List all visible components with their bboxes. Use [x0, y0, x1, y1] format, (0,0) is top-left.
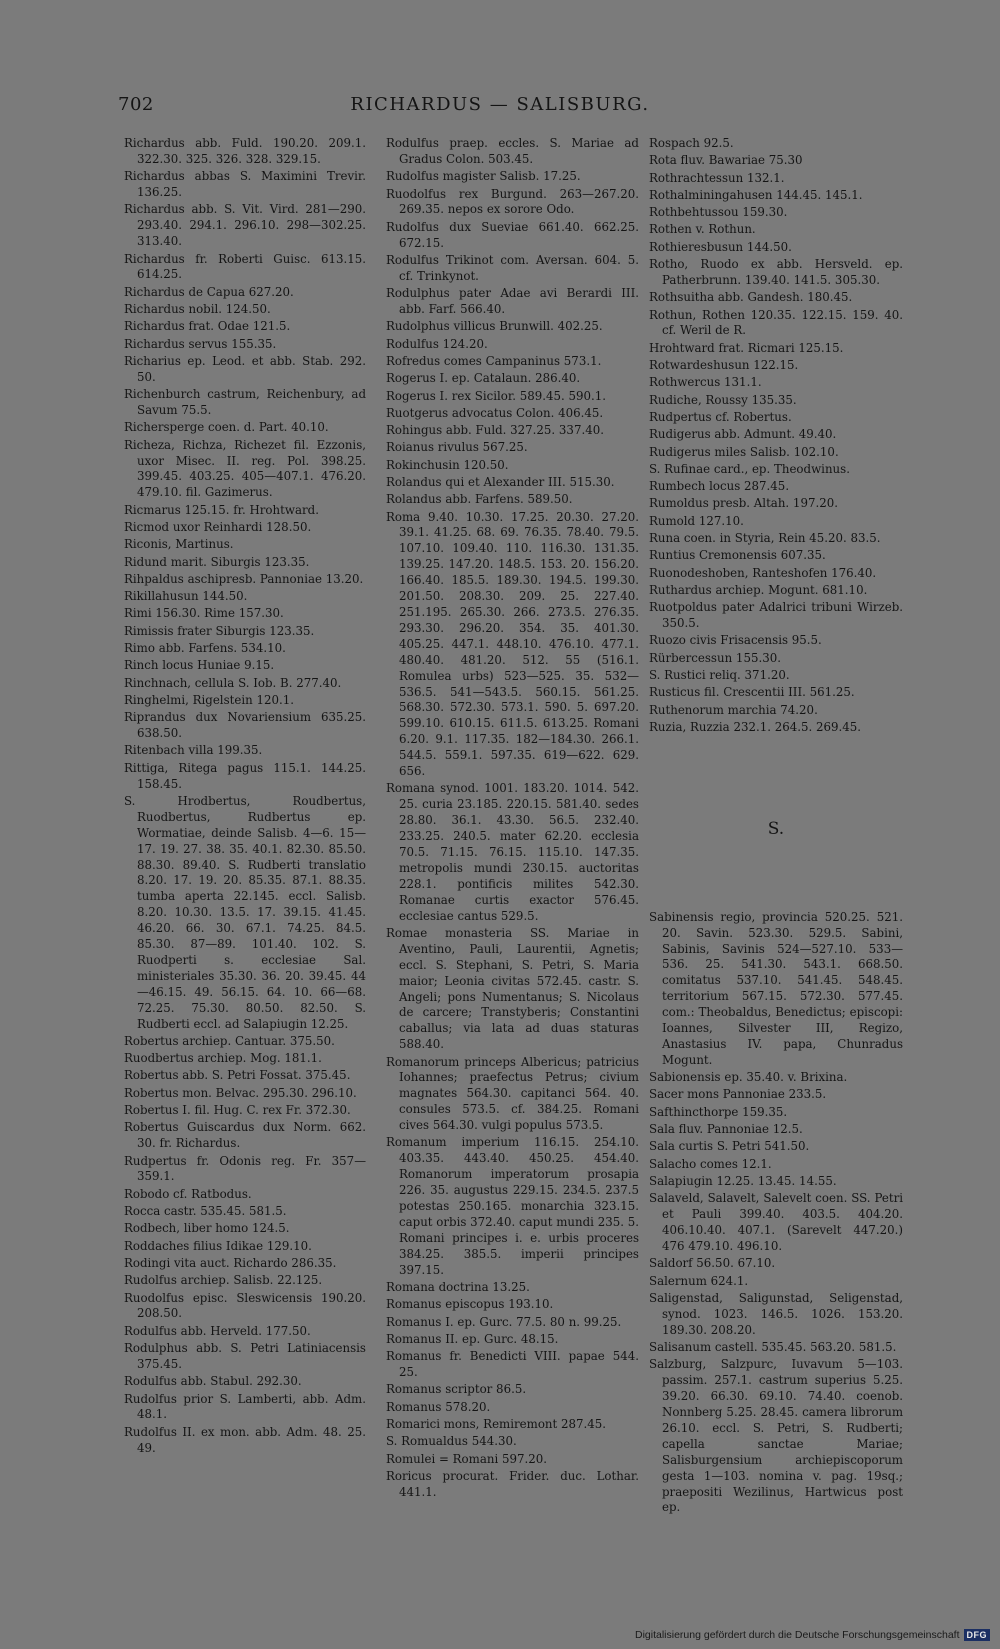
index-entry: Rodulfus 124.20.	[386, 336, 488, 351]
index-entry: Rodulfus praep. eccles. S. Mariae ad Gradus Colon. 503.45.	[386, 136, 639, 166]
index-entry: Romana doctrina 13.25.	[386, 1280, 530, 1295]
index-entry: Rospach 92.5.	[649, 136, 734, 150]
index-entry: Rothalminingahusen 144.45. 145.1.	[649, 187, 863, 202]
index-entry: Riconis, Martinus.	[124, 537, 234, 552]
index-entry: Rinch locus Huniae 9.15.	[124, 658, 275, 673]
index-entry: Rodulfus Trikinot com. Aversan. 604. 5. cf. Trinkynot.	[386, 252, 639, 283]
index-entry: Rothsuitha abb. Gandesh. 180.45.	[649, 290, 853, 305]
index-entry: Saligenstad, Saligunstad, Seligenstad, synod. 1023. 146.5. 1026. 153.20. 189.30. 208.20.	[649, 1290, 903, 1337]
index-entry: S. Hrodbertus, Roudbertus, Ruodbertus, Rudbertus ep. Wormatiae, deinde Salisb. 4—6. 15—17. 19. 27. 38. 35. 40.1. 82.30. 85.50. 88.30. 89.40. S. Rudberti translatio 8.20. 17. 19. 20. 85.35. 87.1. 88.35. tumba aperta 22.145. eccl. Salisb. 8.20. 10.30. 13.5. 17. 39.15. 41.45. 46.20. 66. 30. 67.1. 74.25. 84.5. 85.30. 87—89. 101.40. 102. S. Ruodperti s. ecclesiae Sal. ministeriales 35.30. 36. 20. 39.45. 44—46.15. 49. 56.15. 64. 10. 66—68. 72.25. 75.30. 80.50. 82.50. S. Rudberti eccl. ad Salapiugin 12.25.	[124, 793, 366, 1031]
index-entry: Rumbech locus 287.45.	[649, 479, 790, 494]
index-entry: Rimi 156.30. Rime 157.30.	[124, 606, 284, 621]
index-entry: Rittiga, Ritega pagus 115.1. 144.25. 158.45.	[124, 760, 366, 791]
index-entry: Robertus Guiscardus dux Norm. 662. 30. fr. Richardus.	[124, 1120, 366, 1151]
index-entry: Rolandus abb. Farfens. 589.50.	[386, 492, 573, 507]
index-entry: Ruzia, Ruzzia 232.1. 264.5. 269.45.	[649, 719, 862, 734]
index-entry: Rothun, Rothen 120.35. 122.15. 159. 40. cf. Weril de R.	[649, 307, 903, 338]
index-entry: S. Rustici reliq. 371.20.	[649, 668, 790, 683]
index-entry: Rothrachtessun 132.1.	[649, 170, 785, 185]
section-letter-s: S.	[767, 818, 785, 839]
index-entry: Robertus I. fil. Hug. C. rex Fr. 372.30.	[124, 1103, 351, 1118]
index-entry: Roianus rivulus 567.25.	[386, 440, 528, 455]
index-entry: Riprandus dux Novariensium 635.25. 638.50.	[124, 710, 366, 741]
index-entry: Rimo abb. Farfens. 534.10.	[124, 641, 286, 655]
index-entry: Robertus abb. S. Petri Fossat. 375.45.	[124, 1068, 351, 1083]
dfg-logo: DFG	[964, 1629, 991, 1641]
index-entry: Richeza, Richza, Richezet fil. Ezzonis, uxor Misec. II. reg. Pol. 398.25. 399.45. 403.25. 405—407.1. 476.20. 479.10. fil. Gazimerus.	[124, 437, 366, 500]
index-entry: Runa coen. in Styria, Rein 45.20. 83.5.	[649, 531, 881, 546]
index-entry: Rodulphus pater Adae avi Berardi III. abb. Farf. 566.40.	[386, 286, 639, 317]
index-entry: Romae monasteria SS. Mariae in Aventino, Pauli, Laurentii, Agnetis; eccl. S. Stephani, S. Petri, S. Maria maior; Leonia civitas 572.45. castr. S. Angeli; pons Numentanus; S. Nicolaus de carcere; Transtyberis; Constantini caballus; via lata ad duas staturas 588.40.	[386, 925, 639, 1052]
index-entry: Rota fluv. Bawariae 75.30	[649, 153, 803, 168]
index-entry: Runtius Cremonensis 607.35.	[649, 548, 826, 563]
index-entry: Rudigerus abb. Admunt. 49.40.	[649, 427, 837, 442]
index-entry: Robertus archiep. Cantuar. 375.50.	[124, 1033, 335, 1048]
index-entry: Rudolfus magister Salisb. 17.25.	[386, 169, 581, 184]
index-entry: Romanum imperium 116.15. 254.10. 403.35. 443.40. 450.25. 454.40. Romanorum imperatorum prosapia 226. 35. augustus 229.15. 234.5. 237.5 potestas 250.165. monarchia 323.15. caput orbis 372.40. caput mundi 235. 5. Romani principes i. e. urbis proceres 384.25. 385.5. imperii principes 397.15.	[386, 1135, 639, 1277]
index-entry: Ruodolfus rex Burgund. 263—267.20. 269.35. nepos ex sorore Odo.	[386, 186, 639, 217]
index-entry: Rotwardeshusun 122.15.	[649, 358, 799, 373]
index-entry: Roddaches filius Idikae 129.10.	[124, 1238, 312, 1253]
funding-note: Digitalisierung gefördert durch die Deutsche Forschungsgemeinschaft	[634, 1629, 960, 1641]
index-entry: Salernum 624.1.	[649, 1273, 749, 1288]
index-entry: Rudolfus archiep. Salisb. 22.125.	[124, 1273, 323, 1288]
index-entry: Richarius ep. Leod. et abb. Stab. 292. 50.	[124, 353, 366, 384]
index-entry: Rudolfus dux Sueviae 661.40. 662.25. 672.15.	[386, 219, 639, 250]
index-entry: Salzburg, Salzpurc, Iuvavum 5—103. passim. 257.1. castrum superius 5.25. 39.20. 66.30. 69.10. 74.40. coenob. Nonnberg 5.25. 28.45. camera librorum 26.10. eccl. S. Petri, S. Rudberti; capella sanctae Mariae; Salisburgensium archiepiscoporum gesta 1—103. nomina v. pag. 19sq.; praepositi Wezilinus, Hartwicus post ep.	[649, 1357, 903, 1515]
index-entry: Rokinchusin 120.50.	[386, 457, 509, 472]
index-entry: Rikillahusun 144.50.	[124, 589, 248, 604]
index-entry: Romanorum princeps Albericus; patricius Iohannes; praefectus Petrus; civium magnates 564.30. capitanci 564. 40. consules 573.5. cf. 384.25. Romani cives 564.30. vulgi populus 573.5.	[386, 1054, 639, 1133]
index-entry: Romanus scriptor 86.5.	[386, 1382, 527, 1397]
index-entry: Rodulphus abb. S. Petri Latiniacensis 375.45.	[124, 1341, 366, 1371]
index-entry: Rohingus abb. Fuld. 327.25. 337.40.	[386, 423, 604, 438]
index-entry: Rudpertus fr. Odonis reg. Fr. 357—359.1.	[124, 1153, 366, 1184]
index-entry: Sabionensis ep. 35.40. v. Brixina.	[649, 1070, 848, 1085]
index-entry: Ricmarus 125.15. fr. Hrohtward.	[124, 502, 319, 517]
index-entry: Romanus episcopus 193.10.	[386, 1297, 554, 1312]
index-column-middle	[386, 136, 639, 1616]
index-column-left	[124, 136, 366, 1616]
index-entry: Ruodolfus episc. Sleswicensis 190.20. 208.50.	[124, 1290, 366, 1321]
page-number: 702	[118, 94, 154, 115]
index-entry: Saldorf 56.50. 67.10.	[649, 1256, 776, 1271]
index-entry: Rothen v. Rothun.	[649, 222, 756, 237]
index-entry: Ruonodeshoben, Ranteshofen 176.40.	[649, 565, 877, 580]
index-entry: Rodulfus abb. Herveld. 177.50.	[124, 1323, 311, 1338]
index-entry: Rihpaldus aschipresb. Pannoniae 13.20.	[124, 571, 364, 586]
index-entry: Sabinensis regio, provincia 520.25. 521. 20. Savin. 523.30. 529.5. Sabini, Sabinis, Savinis 524—527.10. 533—536. 25. 541.30. 543.1. 668.50. comitatus 537.10. 541.45. 548.45. territorium 567.15. 572.30. 577.45. com.: Theobaldus, Benedictus; episcopi: Ioannes, Silvester III, Regizo, Anastasius IV. papa, Chunradus Mogunt.	[649, 909, 903, 1067]
index-entry: Richardus frat. Odae 121.5.	[124, 319, 291, 334]
index-entry: Romarici mons, Remiremont 287.45.	[386, 1417, 607, 1432]
index-entry: Romanus II. ep. Gurc. 48.15.	[386, 1331, 559, 1346]
index-entry: Richardus abb. Fuld. 190.20. 209.1. 322.30. 325. 326. 328. 329.15.	[124, 136, 366, 166]
index-entry: Rumoldus presb. Altah. 197.20.	[649, 496, 838, 511]
index-entry: Rimissis frater Siburgis 123.35.	[124, 623, 315, 638]
index-entry: Richardus abb. S. Vit. Vird. 281—290. 293.40. 294.1. 296.10. 298—302.25. 313.40.	[124, 202, 366, 249]
index-entry: Ruthenorum marchia 74.20.	[649, 702, 818, 717]
index-entry: Ruthardus archiep. Mogunt. 681.10.	[649, 582, 868, 597]
index-entry: Richardus fr. Roberti Guisc. 613.15. 614.25.	[124, 251, 366, 282]
index-entry: Rumold 127.10.	[649, 513, 744, 528]
index-entry: Richardus de Capua 627.20.	[124, 284, 294, 299]
index-entry: Rogerus I. rex Sicilor. 589.45. 590.1.	[386, 388, 606, 403]
index-entry: Ruodbertus archiep. Mog. 181.1.	[124, 1051, 322, 1066]
index-entry: Ringhelmi, Rigelstein 120.1.	[124, 692, 294, 707]
index-entry: Romanus 578.20.	[386, 1399, 491, 1414]
index-entry: Rodingi vita auct. Richardo 286.35.	[124, 1255, 337, 1270]
index-entry: Rolandus qui et Alexander III. 515.30.	[386, 474, 615, 489]
index-entry: Roma 9.40. 10.30. 17.25. 20.30. 27.20. 39.1. 41.25. 68. 69. 76.35. 78.40. 79.5. 107.10. 109.40. 110. 116.30. 131.35. 139.25. 147.20. 148.5. 153. 20. 156.20. 166.40. 185.5. 189.30. 194.5. 199.30. 201.50. 208.30. 209. 25. 227.40. 251.195. 265.30. 266. 273.5. 276.35. 293.30. 296.20. 354. 35. 401.30. 405.25. 447.1. 448.10. 476.10. 477.1. 480.40. 481.20. 512. 55 (516.1. Romulea urbs) 523—525. 35. 532—536.5. 541—543.5. 560.15. 561.25. 568.30. 572.30. 573.1. 590. 5. 697.20. 599.10. 610.15. 611.5. 613.25. Romani 6.20. 9.1. 117.35. 182—184.30. 266.1. 544.5. 559.1. 597.35. 619—622. 629. 656.	[386, 509, 639, 779]
index-entry: Robertus mon. Belvac. 295.30. 296.10.	[124, 1085, 357, 1100]
index-entry: Rodbech, liber homo 124.5.	[124, 1221, 290, 1236]
index-entry: Rinchnach, cellula S. Iob. B. 277.40.	[124, 675, 342, 690]
index-entry: Ritenbach villa 199.35.	[124, 743, 263, 758]
index-entry: Rocca castr. 535.45. 581.5.	[124, 1204, 287, 1219]
index-entry: Rudolfus II. ex mon. abb. Adm. 48. 25. 49.	[124, 1424, 366, 1455]
index-entry: Rogerus I. ep. Catalaun. 286.40.	[386, 371, 581, 386]
index-entry: Rotho, Ruodo ex abb. Hersveld. ep. Patherbrunn. 139.40. 141.5. 305.30.	[649, 257, 903, 287]
index-entry: Romulei = Romani 597.20.	[386, 1451, 548, 1466]
index-entry: Richenburch castrum, Reichenbury, ad Savum 75.5.	[124, 387, 366, 418]
index-entry: Rudiche, Roussy 135.35.	[649, 392, 797, 407]
index-entry: Richardus nobil. 124.50.	[124, 302, 271, 317]
index-entry: Rudpertus cf. Robertus.	[649, 409, 792, 424]
index-entry: Rofredus comes Campaninus 573.1.	[386, 353, 602, 368]
index-entry: Rothieresbusun 144.50.	[649, 239, 792, 254]
index-entry: Sala curtis S. Petri 541.50.	[649, 1139, 810, 1154]
index-entry: Rudolphus villicus Brunwill. 402.25.	[386, 319, 603, 334]
index-entry: Salaveld, Salavelt, Salevelt coen. SS. Petri et Pauli 399.40. 403.5. 404.20. 406.10.40. 407.1. (Sarevelt 447.20.) 476 479.10. 496.10.	[649, 1191, 903, 1253]
index-entry: Richardus abbas S. Maximini Trevir. 136.25.	[124, 169, 366, 200]
index-entry: S. Romualdus 544.30.	[386, 1434, 517, 1449]
index-entry: Rothwercus 131.1.	[649, 375, 762, 390]
index-entry: Safthincthorpe 159.35.	[649, 1104, 788, 1119]
index-entry: Hrohtward frat. Ricmari 125.15.	[649, 340, 844, 355]
index-entry: Ruotpoldus pater Adalrici tribuni Wirzeb. 350.5.	[649, 600, 903, 631]
index-entry: Richardus servus 155.35.	[124, 336, 277, 351]
index-entry: Rusticus fil. Crescentii III. 561.25.	[649, 685, 855, 700]
index-entry: Romanus fr. Benedicti VIII. papae 544. 25.	[386, 1349, 639, 1380]
index-entry: Sala fluv. Pannoniae 12.5.	[649, 1122, 803, 1137]
index-entry: Ridund marit. Siburgis 123.35.	[124, 554, 310, 569]
index-entry: Rudolfus prior S. Lamberti, abb. Adm. 48.1.	[124, 1391, 366, 1422]
index-entry: Rürbercessun 155.30.	[649, 650, 781, 665]
index-entry: Sacer mons Pannoniae 233.5.	[649, 1087, 827, 1102]
index-entry: Rodulfus abb. Stabul. 292.30.	[124, 1374, 302, 1389]
index-entry: Rudigerus miles Salisb. 102.10.	[649, 444, 839, 459]
index-entry: Salapiugin 12.25. 13.45. 14.55.	[649, 1173, 837, 1188]
index-entry: Richersperge coen. d. Part. 40.10.	[124, 420, 329, 435]
footer-credit	[635, 1629, 990, 1641]
index-column-right	[649, 136, 903, 1616]
index-entry: Robodo cf. Ratbodus.	[124, 1186, 252, 1201]
running-head: RICHARDUS — SALISBURG.	[350, 94, 650, 115]
index-entry: Ricmod uxor Reinhardi 128.50.	[124, 519, 312, 534]
index-entry: Salacho comes 12.1.	[649, 1156, 772, 1171]
index-entry: Roricus procurat. Frider. duc. Lothar. 441.1.	[386, 1468, 639, 1499]
index-entry: Ruozo civis Frisacensis 95.5.	[649, 633, 822, 648]
index-entry: Romana synod. 1001. 183.20. 1014. 542. 25. curia 23.185. 220.15. 581.40. sedes 28.80. 36.1. 43.30. 56.5. 232.40. 233.25. 240.5. mater 62.20. ecclesia 70.5. 71.15. 76.15. 115.10. 147.35. metropolis mundi 230.15. auctoritas 228.1. pontificis milites 542.30. Romanae curtis exactor 576.45. ecclesiae cantus 529.5.	[386, 781, 639, 923]
index-entry: Romanus I. ep. Gurc. 77.5. 80 n. 99.25.	[386, 1314, 622, 1329]
index-entry: Rothbehtussou 159.30.	[649, 205, 788, 220]
index-entry: Salisanum castell. 535.45. 563.20. 581.5.	[649, 1339, 897, 1354]
index-entry: Ruotgerus advocatus Colon. 406.45.	[386, 405, 604, 420]
index-entries-r	[649, 136, 903, 736]
index-entry: S. Rufinae card., ep. Theodwinus.	[649, 461, 850, 476]
index-entries-s	[649, 910, 903, 1517]
